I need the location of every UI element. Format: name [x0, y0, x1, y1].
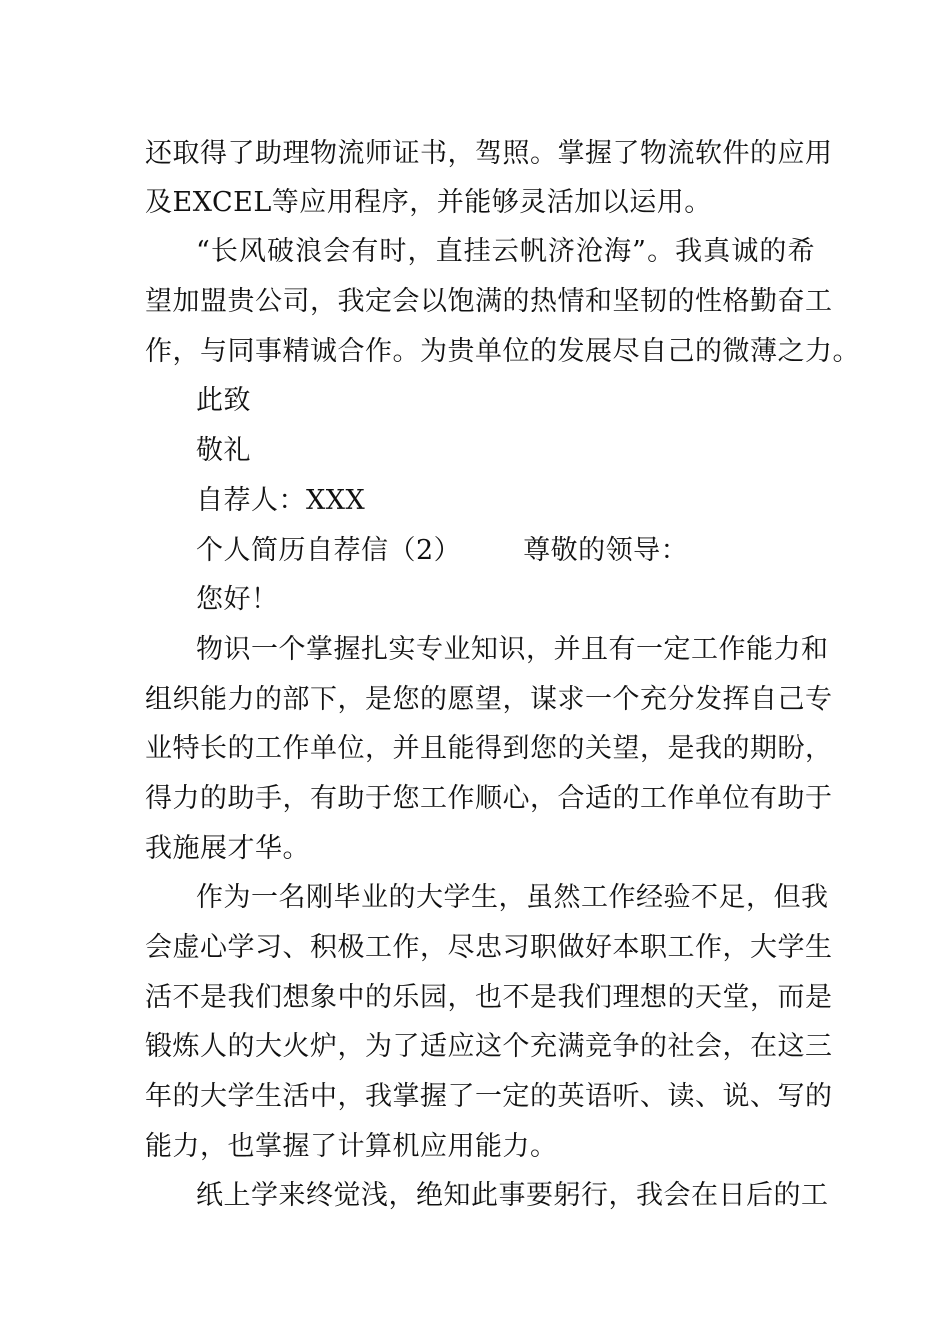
text-line: 纸上学来终觉浅，绝知此事要躬行，我会在日后的工	[196, 1180, 829, 1211]
text-line: 会虚心学习、积极工作，尽忠习职做好本职工作，大学生	[145, 932, 833, 963]
text-line: 业特长的工作单位，并且能得到您的关望，是我的期盼，	[145, 733, 833, 764]
section-title: 个人简历自荐信（2）	[196, 535, 462, 566]
closing-line: 此致	[196, 385, 251, 416]
text-line: 作，与同事精诚合作。为贵单位的发展尽自己的微薄之力。	[145, 336, 860, 367]
text-line: 活不是我们想象中的乐园，也不是我们理想的天堂，而是	[145, 982, 833, 1013]
text-line: 望加盟贵公司，我定会以饱满的热情和坚韧的性格勤奋工	[145, 286, 833, 317]
text-line: 作为一名刚毕业的大学生，虽然工作经验不足，但我	[196, 882, 829, 913]
signature-line: 自荐人：XXX	[196, 485, 366, 516]
greeting-line: 您好！	[196, 584, 279, 615]
text-line: 物识一个掌握扎实专业知识，并且有一定工作能力和	[196, 634, 829, 665]
text-line: 得力的助手，有助于您工作顺心，合适的工作单位有助于	[145, 783, 833, 814]
text-line: 年的大学生活中，我掌握了一定的英语听、读、说、写的	[145, 1081, 833, 1112]
text-line: 锻炼人的大火炉，为了适应这个充满竞争的社会，在这三	[145, 1031, 833, 1062]
text-line: 能力，也掌握了计算机应用能力。	[145, 1131, 558, 1162]
closing-salute: 敬礼	[196, 435, 251, 466]
text-line: 及EXCEL等应用程序，并能够灵活加以运用。	[145, 187, 712, 218]
text-line: 组织能力的部下，是您的愿望，谋求一个充分发挥自己专	[145, 684, 833, 715]
section-heading-line	[196, 533, 815, 569]
text-line: 我施展才华。	[145, 833, 310, 864]
text-line: 还取得了助理物流师证书，驾照。掌握了物流软件的应用	[145, 138, 833, 169]
text-line: “长风破浪会有时，直挂云帆济沧海”。我真诚的希	[196, 236, 815, 267]
greeting-recipient: 尊敬的领导：	[523, 535, 689, 566]
